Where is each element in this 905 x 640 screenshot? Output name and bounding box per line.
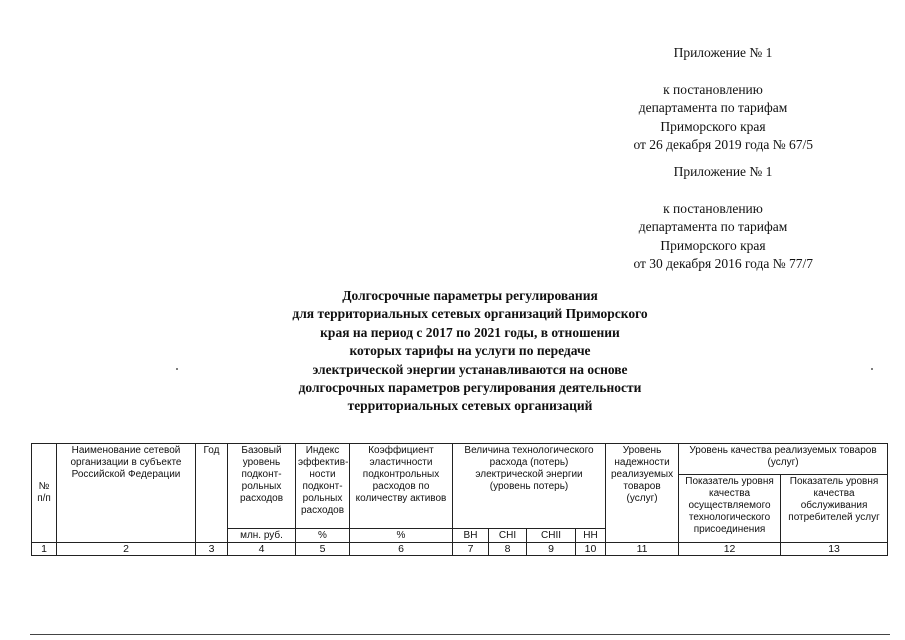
table-header-row [32, 444, 888, 475]
table-column-number-row [32, 543, 888, 556]
column-number: 13 [781, 543, 888, 556]
title-line: которых тарифы на услуги по передаче [349, 343, 591, 359]
title-line: для территориальных сетевых организаций Приморского [292, 306, 648, 322]
header-quality-connection: Показатель уровня качества осуществляемого технологического присоединения [679, 475, 781, 543]
column-number: 3 [196, 543, 228, 556]
title-line: долгосрочных параметров регулирования деятельности [298, 380, 642, 396]
column-number: 11 [606, 543, 679, 556]
header-year: Год [196, 444, 228, 543]
column-number: 7 [453, 543, 489, 556]
column-number: 10 [576, 543, 606, 556]
column-number: 2 [57, 543, 196, 556]
appendix-block-2016 [573, 163, 813, 274]
title-line: электрической энергии устанавливаются на основе [312, 361, 628, 377]
appendix-date-line: от 26 декабря 2019 года № 67/5 [633, 137, 813, 152]
header-row-number: № п/п [32, 444, 57, 543]
regulation-parameters-table [31, 443, 888, 556]
appendix-line: к постановлению [663, 81, 763, 97]
header-organization: Наименование сетевой организации в субъекте Российской Федерации [57, 444, 196, 543]
unit-coef: % [350, 529, 453, 543]
scan-speck [176, 368, 178, 370]
title-line: территориальных сетевых организаций [347, 398, 593, 414]
header-efficiency-index: Индекс эффектив-ности подконт-рольных расходов [296, 444, 350, 529]
scan-edge-line [30, 634, 890, 635]
appendix-line: департамента по тарифам [638, 219, 788, 234]
header-quality-service: Показатель уровня качества обслуживания потребителей услуг [781, 475, 888, 543]
header-base-level: Базовый уровень подконт-рольных расходов [228, 444, 296, 529]
column-number: 5 [296, 543, 350, 556]
appendix-title: Приложение № 1 [673, 45, 773, 60]
title-line: края на период с 2017 по 2021 годы, в отношении [320, 324, 620, 340]
appendix-line: Приморского края [660, 237, 766, 253]
header-elasticity-coefficient: Коэффициент эластичности подконтрольных расходов по количеству активов [350, 444, 453, 529]
unit-vn: ВН [453, 529, 489, 543]
appendix-line: департамента по тарифам [638, 100, 788, 115]
scan-speck [871, 368, 873, 370]
appendix-line: к постановлению [663, 200, 763, 216]
header-technological-losses: Величина технологического расхода (потерь) электрической энергии (уровень потерь) [453, 444, 606, 529]
column-number: 12 [679, 543, 781, 556]
column-number: 4 [228, 543, 296, 556]
appendix-title: Приложение № 1 [673, 164, 773, 179]
unit-index: % [296, 529, 350, 543]
appendix-date-line: от 30 декабря 2016 года № 77/7 [633, 256, 813, 271]
column-number: 8 [489, 543, 527, 556]
column-number: 9 [527, 543, 576, 556]
title-line: Долгосрочные параметры регулирования [342, 288, 598, 303]
column-number: 1 [32, 543, 57, 556]
appendix-line: Приморского края [660, 118, 766, 134]
header-reliability-level: Уровень надежности реализуемых товаров (услуг) [606, 444, 679, 543]
unit-base: млн. руб. [228, 529, 296, 543]
unit-sn1: СНI [489, 529, 527, 543]
header-quality-level: Уровень качества реализуемых товаров (услуг) [679, 444, 888, 475]
document-title [200, 287, 740, 416]
unit-nn: НН [576, 529, 606, 543]
column-number: 6 [350, 543, 453, 556]
appendix-block-2019 [573, 44, 813, 155]
unit-sn2: СНII [527, 529, 576, 543]
